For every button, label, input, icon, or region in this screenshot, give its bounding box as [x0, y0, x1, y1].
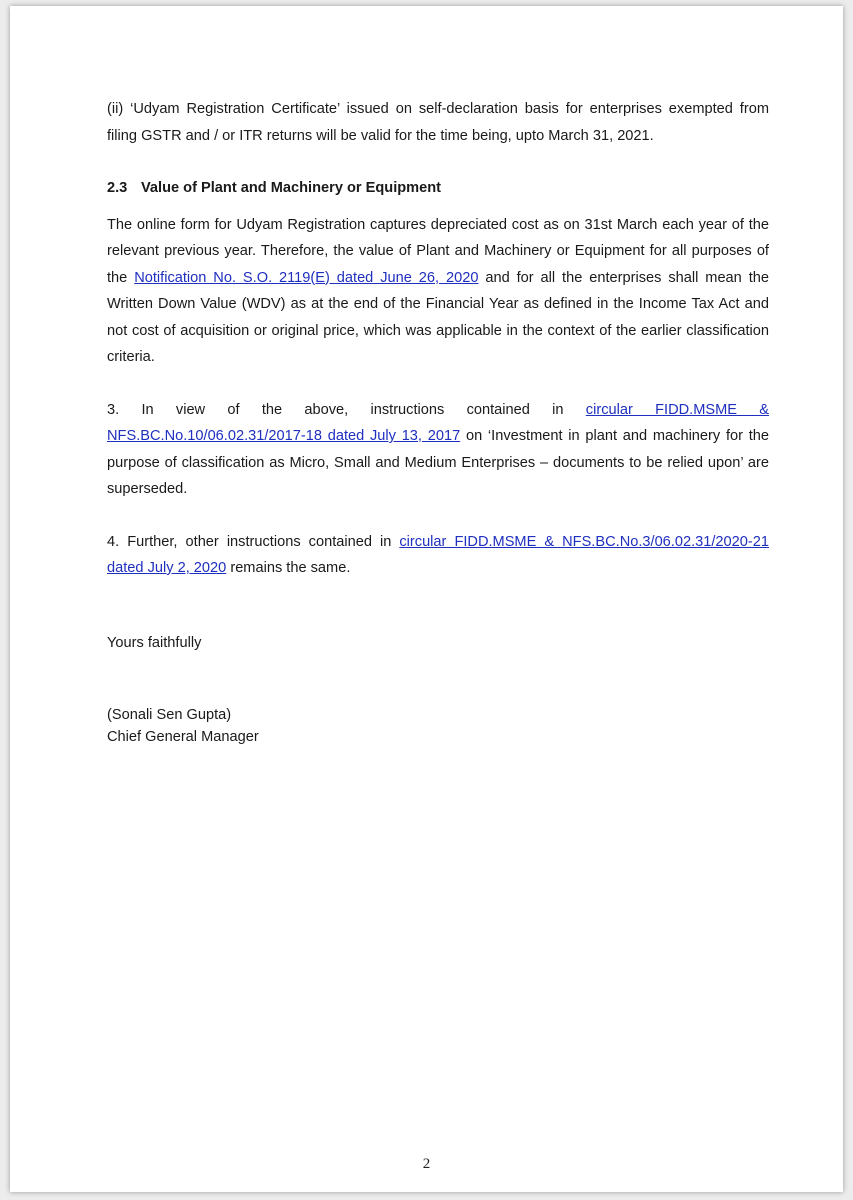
- closing-line: Yours faithfully: [107, 634, 202, 651]
- circular-2017-link[interactable]: circular FIDD.MSME & NFS.BC.No.10/06.02.31/2017-18 dated July 13, 2017: [107, 401, 770, 444]
- section-heading-2-3: [107, 175, 769, 202]
- section-number: 2.3: [107, 180, 128, 196]
- paragraph-4: [107, 529, 769, 582]
- paragraph-4-text-start: 4. Further, other instructions contained in: [107, 533, 400, 550]
- page-number: 2: [422, 1156, 431, 1172]
- paragraph-2-3-text-start: The online form for Udyam Registration captures depreciated cost as on 31st March each year of the relevant previous year. Therefore, the value of Plant and Machinery or Equipment for all purposes of the: [107, 216, 769, 286]
- page-content: [107, 96, 769, 748]
- paragraph-2-3-text-end: and for all the enterprises shall mean the Written Down Value (WDV) as at the end of the Financial Year as defined in the Income Tax Act and not cost of acquisition or original price, which was applicable in the context of the earlier classification criteria.: [107, 269, 769, 365]
- signatory-name: (Sonali Sen Gupta): [107, 706, 232, 723]
- signatory-title: Chief General Manager: [107, 728, 259, 745]
- paragraph-3: [107, 397, 769, 503]
- paragraph-2-3: [107, 212, 769, 371]
- paragraph-4-text-end: remains the same.: [226, 560, 351, 576]
- notification-link[interactable]: Notification No. S.O. 2119(E) dated June 26, 2020: [134, 269, 479, 286]
- paragraph-ii: (ii) ‘Udyam Registration Certificate’ issued on self-declaration basis for enterprises exempted from filing GSTR and / or ITR returns will be valid for the time being, upto March 31, 2021.: [107, 101, 769, 144]
- document-page: [10, 6, 843, 1192]
- circular-2020-link[interactable]: circular FIDD.MSME & NFS.BC.No.3/06.02.31/2020-21 dated July 2, 2020: [107, 533, 769, 576]
- paragraph-3-text-start: 3. In view of the above, instructions contained in: [107, 401, 586, 418]
- section-title: Value of Plant and Machinery or Equipment: [141, 180, 442, 196]
- paragraph-3-text-end: on ‘Investment in plant and machinery for the purpose of classification as Micro, Small and Medium Enterprises – documents to be relied upon’ are superseded.: [107, 428, 770, 497]
